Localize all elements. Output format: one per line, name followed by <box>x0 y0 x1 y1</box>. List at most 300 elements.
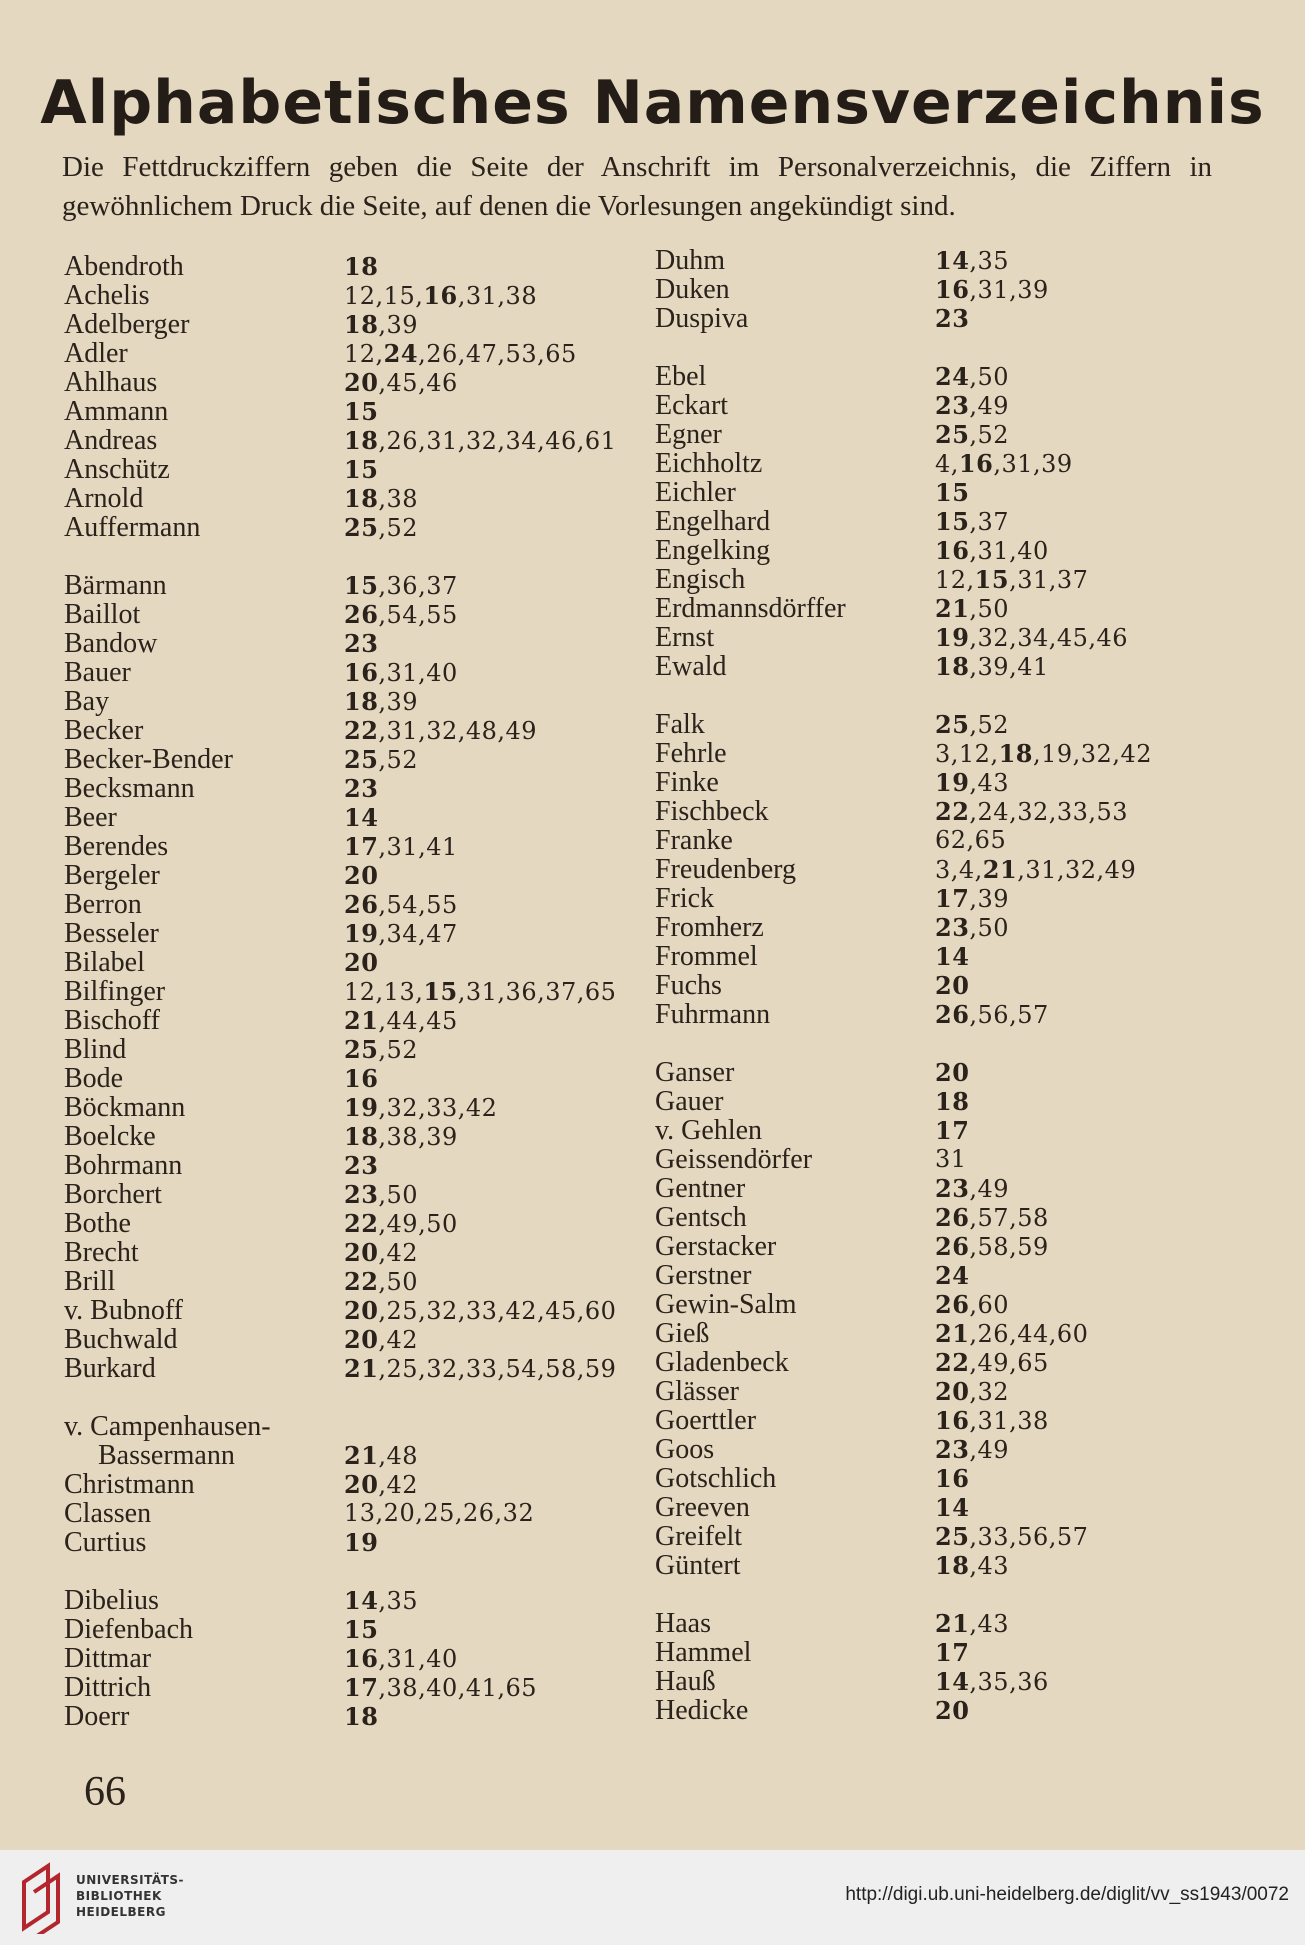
address-page-number: 20 <box>935 1377 970 1406</box>
entry-name: Egner <box>655 419 722 450</box>
entry-name: Blind <box>64 1034 127 1065</box>
lecture-page-number: ,31,38 <box>457 282 538 310</box>
index-entry <box>655 738 1152 769</box>
entry-pages <box>935 246 1009 276</box>
address-page-number: 21 <box>935 594 970 623</box>
address-page-number: 21 <box>935 1609 970 1638</box>
address-page-number: 26 <box>935 1203 970 1232</box>
index-entry <box>655 1666 1049 1697</box>
entry-name: Becker-Bender <box>64 744 233 775</box>
lecture-page-number: ,49 <box>969 392 1010 420</box>
address-page-number: 19 <box>935 623 970 652</box>
lecture-page-number: ,44,45 <box>378 1007 458 1035</box>
entry-pages <box>344 310 418 340</box>
index-entry <box>655 1318 1089 1349</box>
lecture-page-number: 31 <box>935 1145 967 1173</box>
address-page-number: 22 <box>344 716 379 745</box>
entry-pages <box>935 652 1049 682</box>
lecture-page-number: ,31,38 <box>969 1407 1049 1435</box>
lecture-page-number: ,32 <box>969 1378 1010 1406</box>
index-entry <box>64 1121 458 1152</box>
address-page-number: 19 <box>344 1528 379 1557</box>
entry-pages <box>344 1093 497 1123</box>
logo-line: BIBLIOTHEK <box>76 1889 162 1903</box>
footer-bar <box>0 1850 1305 1945</box>
index-entry <box>64 251 379 282</box>
lecture-page-number: ,52 <box>969 421 1010 449</box>
address-page-number: 16 <box>935 1464 970 1493</box>
index-entry <box>655 535 1049 566</box>
entry-name: Haas <box>655 1608 711 1639</box>
section-gap <box>655 1029 846 1058</box>
index-entry <box>655 1057 970 1088</box>
entry-pages <box>344 803 378 833</box>
address-page-number: 16 <box>935 275 970 304</box>
lecture-page-number: ,43 <box>969 1552 1010 1580</box>
lecture-page-number: ,50 <box>969 595 1010 623</box>
address-page-number: 18 <box>344 252 379 281</box>
entry-pages <box>344 484 418 514</box>
entry-pages <box>935 913 1009 943</box>
lecture-page-number: ,33,56,57 <box>969 1523 1089 1551</box>
lecture-page-number: ,31,36,37,65 <box>457 978 617 1006</box>
entry-pages <box>935 826 1006 855</box>
lecture-page-number: ,50 <box>378 1181 419 1209</box>
address-page-number: 18 <box>998 739 1033 768</box>
address-page-number: 25 <box>935 1522 970 1551</box>
address-page-number: 19 <box>935 768 970 797</box>
entry-pages <box>344 281 537 311</box>
entry-pages <box>344 1122 458 1152</box>
index-entry <box>64 1150 379 1181</box>
index-entry <box>655 912 1010 943</box>
lecture-page-number: ,19,32,42 <box>1032 740 1152 768</box>
address-page-number: 21 <box>344 1006 379 1035</box>
entry-pages <box>935 1377 1009 1407</box>
address-page-number: 19 <box>344 919 379 948</box>
entry-pages <box>344 339 577 369</box>
address-page-number: 14 <box>344 803 379 832</box>
entry-name: Böckmann <box>64 1092 186 1123</box>
address-page-number: 22 <box>344 1209 379 1238</box>
entry-pages <box>344 832 458 862</box>
address-page-number: 15 <box>935 478 970 507</box>
entry-name: Duken <box>655 274 730 305</box>
address-page-number: 15 <box>974 565 1010 594</box>
entry-pages <box>344 1615 378 1645</box>
intro-text: Die Fettdruckziffern geben die Seite der Anschrift im Personalverzeichnis, die Ziffern in gewöhnlichem Druck die Seite, auf denen die Vorlesungen angekündigt sind. <box>62 151 1212 222</box>
lecture-page-number: ,49,65 <box>969 1349 1049 1377</box>
entry-pages <box>935 1116 969 1146</box>
entry-name: Finke <box>655 767 719 798</box>
entry-name: Andreas <box>64 425 158 456</box>
entry-pages <box>935 1435 1009 1465</box>
entry-pages <box>344 919 458 949</box>
entry-pages <box>935 304 969 334</box>
entry-name: Gotschlich <box>655 1463 777 1494</box>
index-entry <box>64 1034 419 1065</box>
address-page-number: 23 <box>935 304 970 333</box>
entry-name: Hedicke <box>655 1695 749 1726</box>
lecture-page-number: ,38,40,41,65 <box>378 1674 538 1702</box>
lecture-page-number: ,35 <box>378 1587 419 1615</box>
lecture-page-number: ,38 <box>378 485 419 513</box>
index-entry <box>64 1092 498 1123</box>
entry-name: Ahlhaus <box>64 367 158 398</box>
entry-name: Brecht <box>64 1237 139 1268</box>
entry-pages <box>344 948 378 978</box>
entry-name: Gauer <box>655 1086 724 1117</box>
index-entry <box>64 1237 419 1268</box>
index-entry <box>655 825 1007 856</box>
address-page-number: 18 <box>344 1122 379 1151</box>
entry-pages <box>935 1551 1009 1581</box>
entry-name: Bandow <box>64 628 158 659</box>
index-entry <box>655 1202 1049 1233</box>
lecture-page-number: 12,15, <box>344 282 424 310</box>
lecture-page-number: ,36,37 <box>378 572 458 600</box>
section-gap <box>64 1557 271 1586</box>
logo-line: UNIVERSITÄTS- <box>76 1873 185 1887</box>
address-page-number: 16 <box>344 1064 379 1093</box>
index-entry <box>655 274 1049 305</box>
index-entry <box>655 1144 967 1175</box>
entry-name: Eichler <box>655 477 736 508</box>
index-entry <box>655 1492 970 1523</box>
lecture-page-number: ,31,40 <box>378 659 458 687</box>
lecture-page-number: 12, <box>344 340 384 368</box>
entry-pages <box>344 1064 378 1094</box>
address-page-number: 25 <box>935 420 970 449</box>
entry-name: Beer <box>64 802 117 833</box>
index-entry <box>64 338 577 369</box>
entry-pages <box>344 977 616 1007</box>
index-entry <box>64 309 419 340</box>
entry-name: Adelberger <box>64 309 190 340</box>
entry-name: Fuhrmann <box>655 999 771 1030</box>
lecture-page-number: ,50 <box>378 1268 419 1296</box>
index-entry <box>655 1347 1049 1378</box>
index-entry <box>655 651 1049 682</box>
address-page-number: 16 <box>344 1644 379 1673</box>
entry-pages <box>344 745 418 775</box>
entry-name: Greeven <box>655 1492 750 1523</box>
entry-name: Bischoff <box>64 1005 160 1036</box>
entry-pages <box>935 884 1009 914</box>
index-entry <box>64 1005 458 1036</box>
index-entry <box>64 367 458 398</box>
lecture-page-number: 4, <box>935 450 959 478</box>
index-entry <box>64 512 419 543</box>
index-entry <box>64 599 458 630</box>
entry-name: Gentsch <box>655 1202 747 1233</box>
index-entry <box>655 506 1010 537</box>
address-page-number: 17 <box>935 1638 970 1667</box>
lecture-page-number: ,31,40 <box>969 537 1049 565</box>
entry-name: Fuchs <box>655 970 722 1001</box>
entry-name: Greifelt <box>655 1521 743 1552</box>
index-entry <box>64 1295 617 1326</box>
entry-pages <box>344 1209 458 1239</box>
entry-pages <box>935 420 1009 450</box>
address-page-number: 16 <box>423 281 458 310</box>
lecture-page-number: ,49,50 <box>378 1210 458 1238</box>
index-entry <box>64 918 458 949</box>
entry-pages <box>935 623 1128 653</box>
entry-name: Fehrle <box>655 738 727 769</box>
index-entry <box>655 361 1010 392</box>
entry-name: Frick <box>655 883 715 914</box>
address-page-number: 18 <box>935 1551 970 1580</box>
entry-name: Erdmannsdörffer <box>655 593 846 624</box>
entry-pages <box>935 1696 969 1726</box>
entry-pages <box>935 739 1152 769</box>
entry-pages <box>935 710 1009 740</box>
index-entry <box>64 1412 271 1441</box>
index-entry <box>655 999 1049 1030</box>
entry-pages <box>935 1203 1049 1233</box>
address-page-number: 15 <box>344 1615 379 1644</box>
address-page-number: 26 <box>344 600 379 629</box>
index-entry <box>655 1550 1010 1581</box>
lecture-page-number: ,39 <box>969 885 1010 913</box>
entry-name: Bassermann <box>98 1440 235 1471</box>
index-entry <box>655 303 970 334</box>
entry-name: Güntert <box>655 1550 741 1581</box>
entry-name: Franke <box>655 825 733 856</box>
entry-pages <box>935 507 1009 537</box>
entry-name: Dittrich <box>64 1672 152 1703</box>
lecture-page-number: ,32,33,42 <box>378 1094 498 1122</box>
index-entry <box>64 570 458 601</box>
entry-pages <box>935 1261 969 1291</box>
address-page-number: 16 <box>344 658 379 687</box>
entry-pages <box>935 275 1049 305</box>
lecture-page-number: ,39 <box>378 688 419 716</box>
entry-pages <box>935 1406 1049 1436</box>
entry-name: Eckart <box>655 390 729 421</box>
entry-pages <box>935 391 1009 421</box>
entry-pages <box>344 397 378 427</box>
index-entry <box>64 1672 538 1703</box>
entry-pages <box>344 658 458 688</box>
entry-name: Engisch <box>655 564 746 595</box>
address-page-number: 20 <box>344 948 379 977</box>
entry-pages <box>935 1464 969 1494</box>
index-entry <box>64 1353 617 1384</box>
address-page-number: 23 <box>935 913 970 942</box>
entry-name: Goos <box>655 1434 715 1465</box>
address-page-number: 18 <box>344 484 379 513</box>
entry-pages <box>344 890 458 920</box>
entry-name: Ammann <box>64 396 169 427</box>
address-page-number: 20 <box>935 971 970 1000</box>
entry-name: Gewin-Salm <box>655 1289 797 1320</box>
entry-pages <box>344 1151 378 1181</box>
index-entry <box>64 1179 419 1210</box>
index-entry <box>64 1498 535 1529</box>
entry-name: Eichholtz <box>655 448 763 479</box>
entry-pages <box>344 455 378 485</box>
address-page-number: 18 <box>344 1702 379 1731</box>
lecture-page-number: ,45,46 <box>378 369 458 397</box>
entry-pages <box>935 1290 1009 1320</box>
entry-name: Bothe <box>64 1208 131 1239</box>
entry-pages <box>344 1325 418 1355</box>
entry-name: Frommel <box>655 941 758 972</box>
entry-name: Geissendörfer <box>655 1144 813 1175</box>
entry-pages <box>935 1145 967 1174</box>
lecture-page-number: ,31,32,48,49 <box>378 717 538 745</box>
address-page-number: 21 <box>344 1441 379 1470</box>
lecture-page-number: ,35 <box>969 247 1010 275</box>
index-entry <box>64 860 379 891</box>
entry-name: Boelcke <box>64 1121 156 1152</box>
entry-pages <box>344 1586 418 1616</box>
lecture-page-number: 12, <box>935 566 975 594</box>
entry-name: Bilfinger <box>64 976 166 1007</box>
entry-pages <box>344 687 418 717</box>
entry-name: Gerstner <box>655 1260 752 1291</box>
index-entry <box>64 831 458 862</box>
lecture-page-number: ,24,32,33,53 <box>969 798 1129 826</box>
index-entry <box>655 622 1129 653</box>
index-entry <box>655 767 1010 798</box>
address-page-number: 20 <box>344 1296 379 1325</box>
address-page-number: 22 <box>935 1348 970 1377</box>
address-page-number: 16 <box>935 536 970 565</box>
entry-name: Hauß <box>655 1666 716 1697</box>
lecture-page-number: ,50 <box>969 914 1010 942</box>
index-entry <box>655 709 1010 740</box>
address-page-number: 17 <box>935 1116 970 1145</box>
address-page-number: 15 <box>344 397 379 426</box>
section-gap <box>64 542 271 571</box>
lecture-page-number: ,57,58 <box>969 1204 1049 1232</box>
lecture-page-number: ,39 <box>378 311 419 339</box>
entry-name: Doerr <box>64 1701 130 1732</box>
entry-pages <box>344 600 458 630</box>
index-entry <box>64 628 379 659</box>
index-entry <box>64 1585 419 1616</box>
lecture-page-number: ,60 <box>969 1291 1010 1319</box>
entry-name: Duspiva <box>655 303 749 334</box>
entry-pages <box>344 1470 418 1500</box>
index-entry <box>64 425 617 456</box>
entry-name: Gieß <box>655 1318 710 1349</box>
entry-pages <box>344 1035 418 1065</box>
entry-name: Gladenbeck <box>655 1347 789 1378</box>
entry-name: Anschütz <box>64 454 170 485</box>
lecture-page-number: ,52 <box>378 514 419 542</box>
address-page-number: 25 <box>344 1035 379 1064</box>
index-entry <box>655 564 1089 595</box>
entry-name: Arnold <box>64 483 144 514</box>
entry-name: Ernst <box>655 622 715 653</box>
index-entry <box>655 1434 1010 1465</box>
entry-name: Dibelius <box>64 1585 159 1616</box>
entry-pages <box>344 513 418 543</box>
index-entry <box>655 1260 970 1291</box>
entry-pages <box>344 1499 534 1528</box>
address-page-number: 22 <box>344 1267 379 1296</box>
entry-name: Ganser <box>655 1057 735 1088</box>
index-entry <box>655 1376 1010 1407</box>
address-page-number: 20 <box>344 1470 379 1499</box>
entry-name: Auffermann <box>64 512 201 543</box>
entry-name: Besseler <box>64 918 159 949</box>
section-gap <box>655 333 846 362</box>
address-page-number: 16 <box>958 449 994 478</box>
lecture-page-number: ,31,32,49 <box>1017 856 1137 884</box>
address-page-number: 23 <box>344 1151 379 1180</box>
entry-pages <box>344 426 616 456</box>
address-page-number: 17 <box>344 1673 379 1702</box>
index-entry <box>64 1643 458 1674</box>
entry-pages <box>935 478 969 508</box>
address-page-number: 20 <box>344 368 379 397</box>
address-page-number: 23 <box>344 1180 379 1209</box>
index-entry <box>64 744 419 775</box>
address-page-number: 20 <box>935 1696 970 1725</box>
index-entry <box>64 773 379 804</box>
entry-name: Diefenbach <box>64 1614 194 1645</box>
index-entry <box>655 1173 1010 1204</box>
entry-pages <box>935 1609 1009 1639</box>
entry-pages <box>344 1267 418 1297</box>
index-entry <box>655 941 970 972</box>
logo-line: HEIDELBERG <box>76 1905 166 1919</box>
entry-name: v. Gehlen <box>655 1115 763 1146</box>
entry-pages <box>344 861 378 891</box>
index-entry <box>655 854 1137 885</box>
address-page-number: 23 <box>935 391 970 420</box>
entry-pages <box>344 1441 418 1471</box>
lecture-page-number: ,37 <box>969 508 1010 536</box>
index-entry <box>64 1324 419 1355</box>
entry-name: Bilabel <box>64 947 145 978</box>
entry-pages <box>935 1638 969 1668</box>
lecture-page-number: ,31,41 <box>378 833 458 861</box>
index-entry <box>655 390 1010 421</box>
index-entry <box>655 419 1010 450</box>
address-page-number: 14 <box>935 246 970 275</box>
index-entry <box>64 657 458 688</box>
entry-name: Ebel <box>655 361 707 392</box>
entry-name: Glässer <box>655 1376 739 1407</box>
address-page-number: 25 <box>935 710 970 739</box>
entry-name: Adler <box>64 338 128 369</box>
entry-name: Engelking <box>655 535 771 566</box>
lecture-page-number: ,39,41 <box>969 653 1049 681</box>
address-page-number: 18 <box>344 426 379 455</box>
index-entry <box>655 593 1010 624</box>
entry-name: Borchert <box>64 1179 162 1210</box>
address-page-number: 14 <box>935 1667 970 1696</box>
entry-name: Bohrmann <box>64 1150 183 1181</box>
lecture-page-number: ,26,31,32,34,46,61 <box>378 427 617 455</box>
section-gap <box>64 1383 271 1412</box>
index-entry <box>64 483 419 514</box>
address-page-number: 18 <box>935 652 970 681</box>
lecture-page-number: ,43 <box>969 769 1010 797</box>
entry-pages <box>344 368 458 398</box>
source-url-link[interactable]: http://digi.ub.uni-heidelberg.de/diglit/vv_ss1943/0072 <box>845 1884 1289 1905</box>
entry-name: Goerttler <box>655 1405 757 1436</box>
entry-name: Achelis <box>64 280 150 311</box>
address-page-number: 20 <box>344 861 379 890</box>
entry-name: Berron <box>64 889 142 920</box>
